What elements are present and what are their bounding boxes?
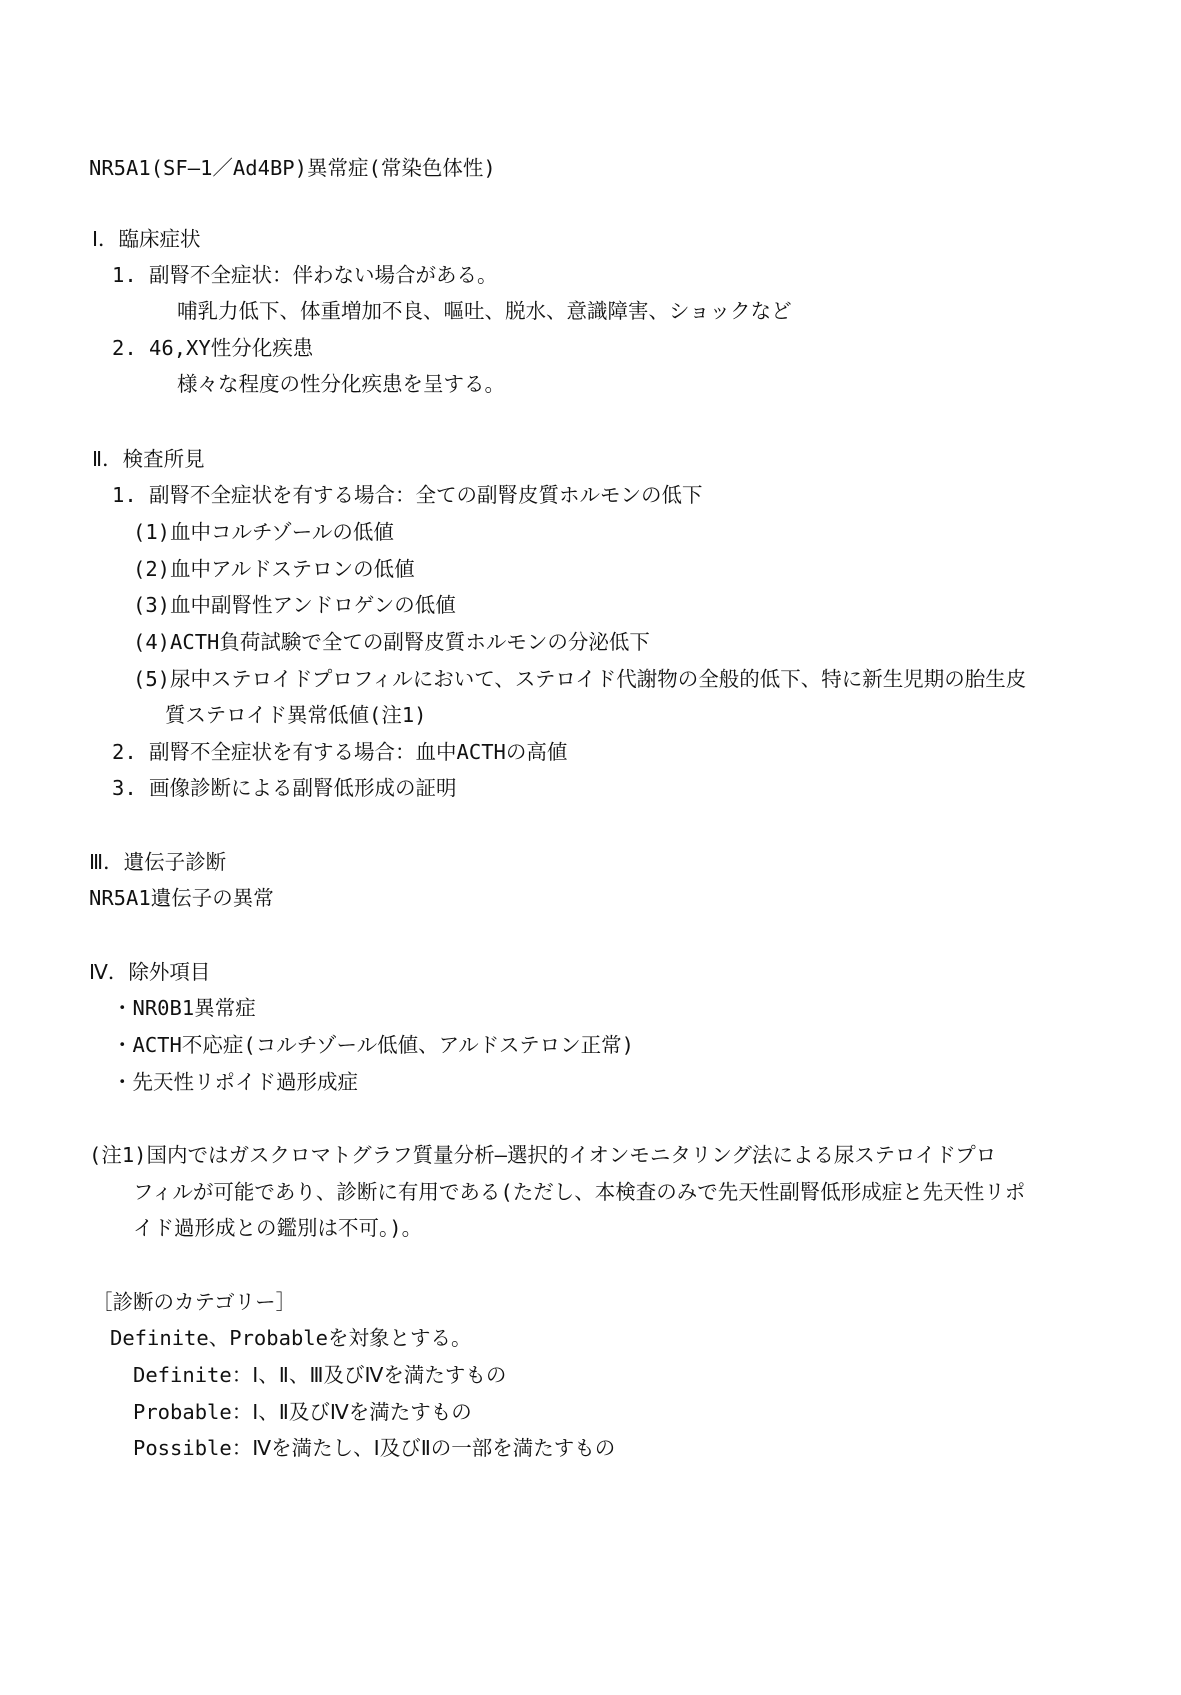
category-probable: Probable：Ⅰ、Ⅱ及びⅣを満たすもの: [133, 1400, 472, 1424]
section-3-heading: Ⅲ．遺伝子診断: [89, 850, 227, 874]
section-4-bullet-2: ・ACTH不応症(コルチゾール低値、アルドステロン正常): [112, 1033, 634, 1057]
section-4-heading: Ⅳ．除外項目: [89, 960, 211, 984]
category-intro: Definite、Probableを対象とする。: [110, 1326, 472, 1350]
section-2-item-1: 1. 副腎不全症状を有する場合：全ての副腎皮質ホルモンの低下: [112, 483, 703, 507]
section-2-sub-4: (4)ACTH負荷試験で全ての副腎皮質ホルモンの分泌低下: [133, 630, 650, 654]
section-2-sub-1: (1)血中コルチゾールの低値: [133, 520, 394, 544]
section-1-item-1-detail: 哺乳力低下、体重増加不良、嘔吐、脱水、意識障害、ショックなど: [177, 299, 792, 323]
category-heading: ［診断のカテゴリー］: [92, 1290, 297, 1314]
section-2-heading: Ⅱ．検査所見: [92, 447, 205, 471]
section-4-bullet-3: ・先天性リポイド過形成症: [112, 1070, 358, 1094]
section-3-text: NR5A1遺伝子の異常: [89, 886, 274, 910]
category-definite: Definite：Ⅰ、Ⅱ、Ⅲ及びⅣを満たすもの: [133, 1363, 507, 1387]
note-line-3: イド過形成との鑑別は不可。)。: [133, 1216, 423, 1240]
section-2-sub-3: (3)血中副腎性アンドロゲンの低値: [133, 593, 456, 617]
section-2-sub-5-line-1: (5)尿中ステロイドプロフィルにおいて、ステロイド代謝物の全般的低下、特に新生児期の胎生皮: [133, 667, 1027, 691]
section-1-item-2: 2. 46,XY性分化疾患: [112, 336, 314, 360]
note-line-1: (注1)国内ではガスクロマトグラフ質量分析―選択的イオンモニタリング法による尿ステロイドプロ: [89, 1143, 997, 1167]
section-1-item-1: 1. 副腎不全症状：伴わない場合がある。: [112, 263, 498, 287]
section-4-bullet-1: ・NR0B1異常症: [112, 996, 256, 1020]
category-possible: Possible：Ⅳを満たし、Ⅰ及びⅡの一部を満たすもの: [133, 1436, 616, 1460]
section-2-item-2: 2. 副腎不全症状を有する場合：血中ACTHの高値: [112, 740, 568, 764]
section-1-heading: Ⅰ．臨床症状: [92, 227, 201, 251]
section-1-item-2-detail: 様々な程度の性分化疾患を呈する。: [177, 372, 505, 396]
note-line-2: フィルが可能であり、診断に有用である(ただし、本検査のみで先天性副腎低形成症と先天性リポ: [133, 1180, 1026, 1204]
document-title: NR5A1(SF―1／Ad4BP)異常症(常染色体性): [89, 156, 496, 180]
section-2-sub-2: (2)血中アルドステロンの低値: [133, 557, 415, 581]
section-2-item-3: 3. 画像診断による副腎低形成の証明: [112, 776, 457, 800]
section-2-sub-5-line-2: 質ステロイド異常低値(注1): [165, 703, 427, 727]
